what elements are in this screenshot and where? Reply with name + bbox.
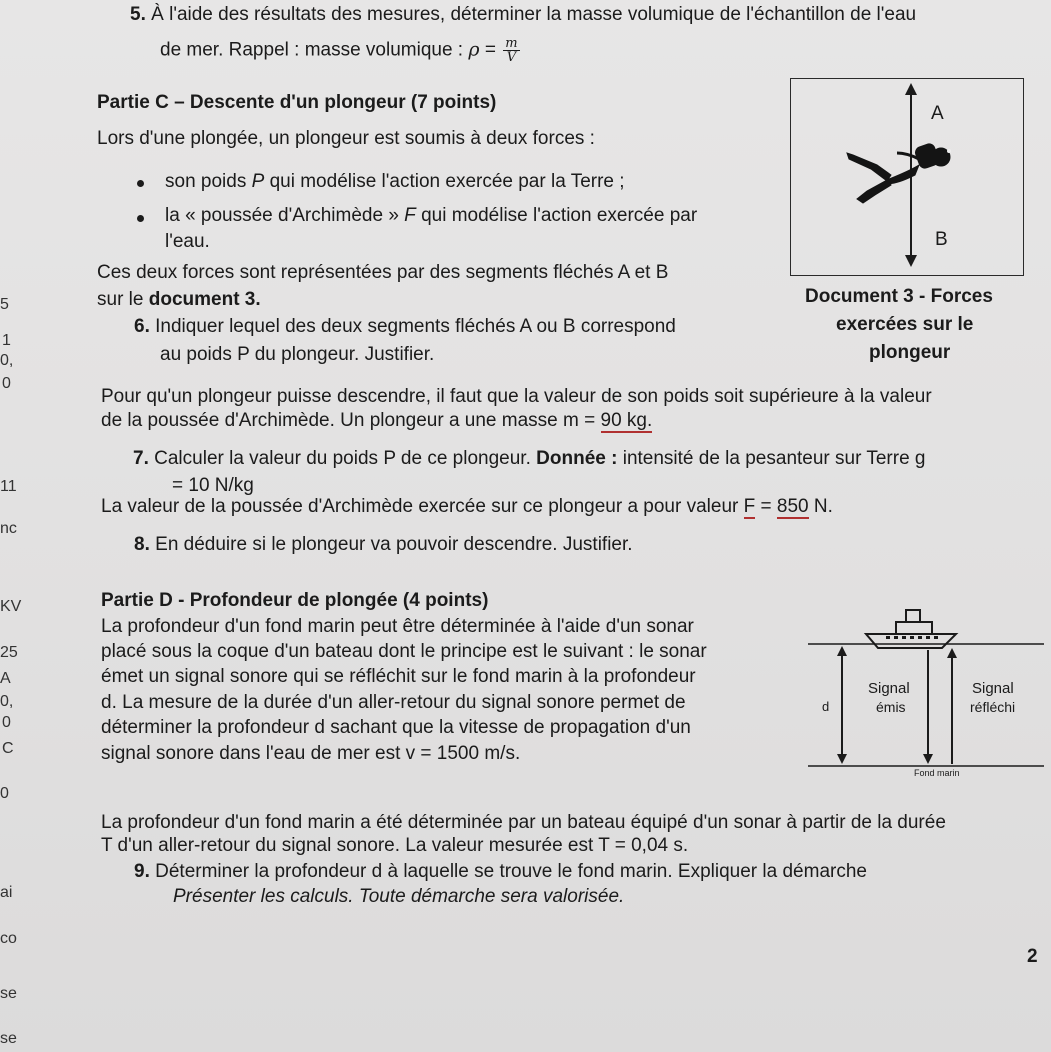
descend-line1: Pour qu'un plongeur puisse descendre, il faut que la valeur de son poids soit supérieure à la valeur (101, 386, 932, 407)
fraction-denominator: V (506, 50, 517, 65)
q5-text: À l'aide des résultats des mesures, déterminer la masse volumique de l'échantillon de l'eau (151, 4, 917, 25)
partC-bullet2 (165, 205, 697, 227)
sonar-reflected-label-1: Signal (972, 680, 1014, 697)
arrow-down-icon (923, 754, 933, 764)
doc3-caption-2: exercées sur le (836, 314, 974, 335)
margin-mark: nc (0, 520, 17, 537)
boat-icon (866, 610, 956, 648)
margin-mark: C (2, 740, 14, 757)
q9-number: 9. (134, 861, 150, 882)
bullet2-var: F (404, 205, 416, 226)
q7-donnee: Donnée : (536, 448, 618, 469)
margin-mark: A (0, 670, 11, 687)
page-number: 2 (1027, 946, 1038, 967)
bullet1-text-a: son poids (165, 171, 247, 192)
arrow-up-icon (947, 648, 957, 658)
q5-line2 (160, 37, 520, 64)
doc3-label-B: B (935, 229, 948, 250)
q5-line1 (130, 4, 916, 26)
arrow-down-icon (905, 255, 917, 267)
sonar-reflected-label-2: réfléchi (970, 699, 1016, 715)
partC-bullet1 (165, 171, 625, 193)
partC-bullet2-line2: l'eau. (165, 231, 210, 252)
rho-symbol: ρ (468, 38, 480, 61)
doc3-caption-3: plongeur (869, 342, 951, 363)
partD-p4: d. La mesure de la durée d'un aller-retour du signal sonore permet de (101, 692, 686, 713)
q7-number: 7. (133, 448, 149, 469)
q7-text-a: Calculer la valeur du poids P de ce plongeur. (154, 448, 531, 469)
margin-mark: 1 (2, 332, 11, 349)
document3-drawing (791, 79, 1023, 275)
forces-line2-a: sur le (97, 289, 144, 310)
partC-forces-line1: Ces deux forces sont représentées par des segments fléchés A et B (97, 262, 669, 283)
q8-number: 8. (134, 534, 150, 555)
partD-measure-line2: T d'un aller-retour du signal sonore. La valeur mesurée est T = 0,04 s. (101, 835, 689, 856)
arrow-up-icon (837, 646, 847, 656)
partC-title: Partie C – Descente d'un plongeur (7 points) (97, 92, 497, 113)
margin-mark: ai (0, 884, 13, 901)
arrow-up-icon (905, 83, 917, 95)
q7-line2: = 10 N/kg (172, 475, 254, 496)
bullet-icon (137, 180, 144, 187)
partD-title: Partie D - Profondeur de plongée (4 points) (101, 590, 489, 611)
q9-text: Déterminer la profondeur d à laquelle se trouve le fond marin. Expliquer la démarche (155, 861, 867, 882)
diver-icon (847, 142, 951, 203)
q6-line2: au poids P du plongeur. Justifier. (160, 344, 435, 365)
partD-p3: émet un signal sonore qui se réfléchit sur le fond marin à la profondeur (101, 666, 696, 687)
q7-text-c: intensité de la pesanteur sur Terre g (622, 448, 926, 469)
partD-measure-line1: La profondeur d'un fond marin a été déterminée par un bateau équipé d'un sonar à partir de la durée (101, 812, 946, 833)
margin-mark: 0 (0, 785, 9, 802)
document3-figure (790, 78, 1024, 276)
margin-mark: KV (0, 598, 22, 615)
margin-mark: se (0, 985, 17, 1002)
descend-line2-a: de la poussée d'Archimède. Un plongeur a une masse m = (101, 410, 596, 431)
partC-intro: Lors d'une plongée, un plongeur est soumis à deux forces : (97, 128, 595, 149)
archimede-number: 850 (776, 496, 809, 517)
q9-line1 (134, 861, 867, 883)
sonar-sent-label-2: émis (876, 699, 906, 715)
margin-mark: 0 (2, 714, 11, 731)
q6-number: 6. (134, 316, 150, 337)
doc3-label-A: A (931, 103, 944, 124)
q5-line2-text: de mer. Rappel : masse volumique : (160, 39, 464, 61)
margin-mark: 25 (0, 644, 18, 661)
archimede-value (101, 496, 833, 518)
margin-mark: 0, (0, 693, 14, 710)
archimede-F: F (743, 496, 756, 517)
partD-p2: placé sous la coque d'un bateau dont le principe est le suivant : le sonar (101, 641, 707, 662)
arrow-down-icon (837, 754, 847, 764)
archimede-eq: = (760, 496, 772, 517)
partC-forces-line2 (97, 289, 261, 311)
q5-number: 5. (130, 4, 146, 25)
partD-p6: signal sonore dans l'eau de mer est v = 1500 m/s. (101, 743, 521, 764)
q6-text: Indiquer lequel des deux segments fléchés A ou B correspond (155, 316, 676, 337)
bullet2-text-a: la « poussée d'Archimède » (165, 205, 399, 226)
descend-line2 (101, 410, 652, 432)
density-fraction (503, 37, 519, 64)
doc3-caption-1: Document 3 - Forces (805, 286, 993, 307)
bullet1-var: P (251, 171, 265, 192)
q8-line (134, 534, 633, 556)
document3-ref: document 3. (148, 289, 261, 310)
q8-text: En déduire si le plongeur va pouvoir descendre. Justifier. (155, 534, 633, 555)
q6-line1 (134, 316, 676, 338)
archimede-text: La valeur de la poussée d'Archimède exercée sur ce plongeur a pour valeur (101, 496, 739, 517)
margin-mark: 0 (2, 375, 11, 392)
margin-mark: co (0, 930, 17, 947)
partD-p1: La profondeur d'un fond marin peut être déterminée à l'aide d'un sonar (101, 616, 694, 637)
sonar-diagram (808, 592, 1044, 788)
sonar-d-label: d (822, 699, 830, 714)
q9-line2: Présenter les calculs. Toute démarche sera valorisée. (173, 886, 625, 907)
margin-mark: se (0, 1030, 17, 1047)
partD-p5: déterminer la profondeur d sachant que la vitesse de propagation d'un (101, 717, 691, 738)
sonar-sent-label-1: Signal (868, 680, 910, 697)
equals-sign: = (484, 39, 496, 61)
margin-mark: 0, (0, 352, 14, 369)
q7-line1 (133, 448, 926, 470)
diver-mass: 90 kg. (600, 410, 653, 431)
margin-mark: 5 (0, 296, 9, 313)
sonar-bottom-label: Fond marin (914, 768, 960, 778)
bullet1-text-b: qui modélise l'action exercée par la Terre ; (269, 171, 625, 192)
bullet-icon (137, 215, 144, 222)
bullet2-text-b: qui modélise l'action exercée par (421, 205, 698, 226)
archimede-unit: N. (813, 496, 833, 517)
fraction-numerator: m (505, 36, 518, 51)
margin-mark: 11 (0, 478, 17, 495)
